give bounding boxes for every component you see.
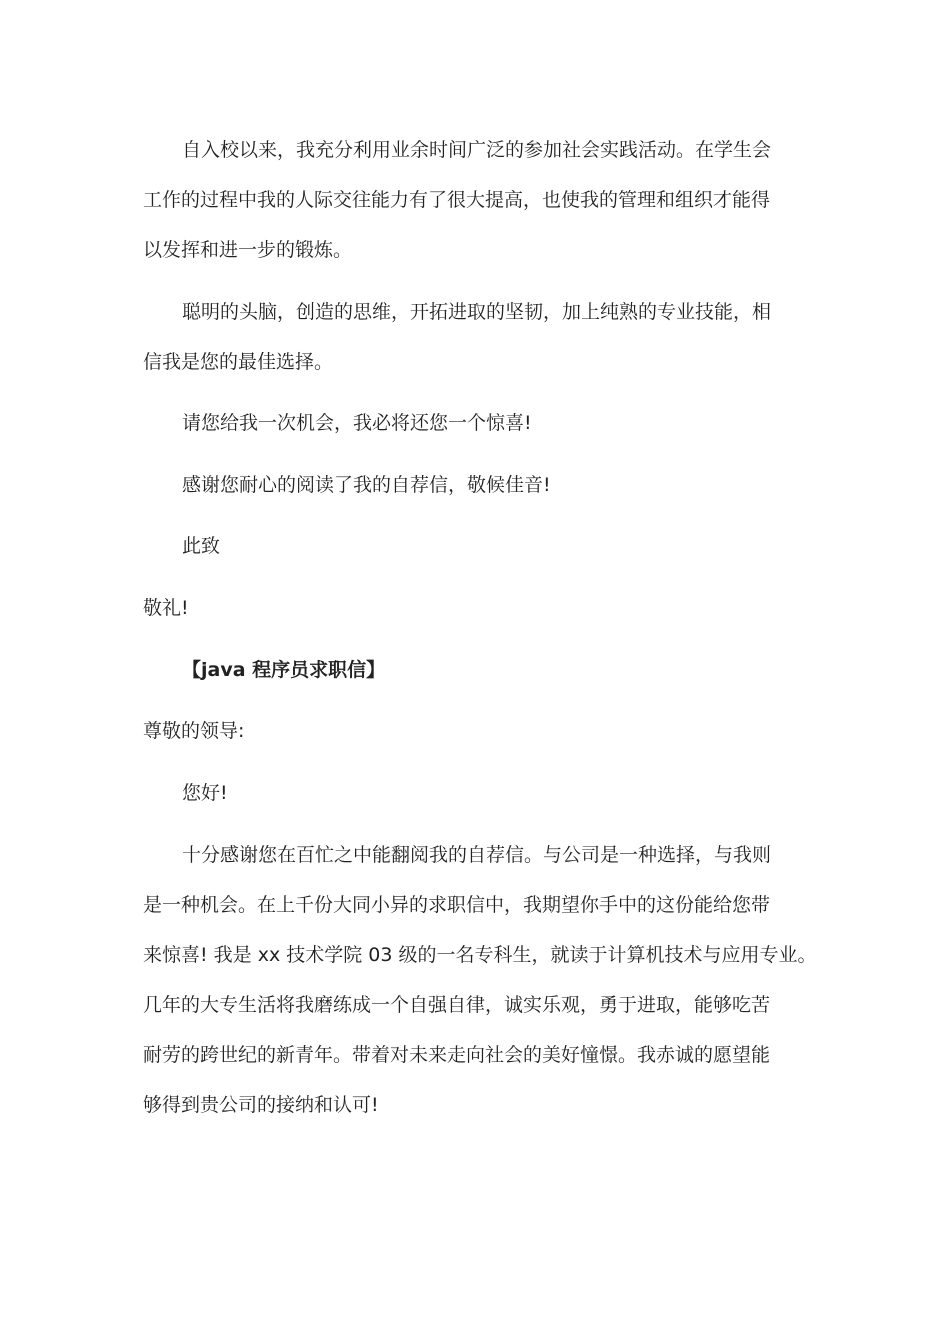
paragraph-1-line-1: 自入校以来，我充分利用业余时间广泛的参加社会实践活动。在学生会 (182, 139, 772, 161)
paragraph-5-line-5: 耐劳的跨世纪的新青年。带着对未来走向社会的美好憧憬。我赤诚的愿望能 (143, 1044, 771, 1066)
paragraph-4: 感谢您耐心的阅读了我的自荐信，敬候佳音! (182, 474, 551, 496)
greeting: 您好! (182, 782, 228, 804)
paragraph-2-line-2: 信我是您的最佳选择。 (143, 351, 334, 373)
closing-line-1: 此致 (182, 535, 221, 557)
paragraph-5-line-4: 几年的大专生活将我磨练成一个自强自律，诚实乐观，勇于进取，能够吃苦 (143, 994, 771, 1016)
paragraph-2-line-1: 聪明的头脑，创造的思维，开拓进取的坚韧，加上纯熟的专业技能，相 (182, 301, 772, 323)
section-heading: 【java 程序员求职信】 (182, 659, 386, 681)
paragraph-1-line-2: 工作的过程中我的人际交往能力有了很大提高，也使我的管理和组织才能得 (143, 189, 771, 211)
paragraph-5-line-3: 来惊喜! 我是 xx 技术学院 03 级的一名专科生，就读于计算机技术与应用专业。 (143, 944, 817, 966)
paragraph-5-line-2: 是一种机会。在上千份大同小异的求职信中，我期望你手中的这份能给您带 (143, 894, 771, 916)
paragraph-3: 请您给我一次机会，我必将还您一个惊喜! (182, 412, 532, 434)
paragraph-5-line-6: 够得到贵公司的接纳和认可! (143, 1094, 379, 1116)
paragraph-5-line-1: 十分感谢您在百忙之中能翻阅我的自荐信。与公司是一种选择，与我则 (182, 844, 772, 866)
closing-line-2: 敬礼! (143, 597, 189, 619)
paragraph-1-line-3: 以发挥和进一步的锻炼。 (143, 239, 353, 261)
salutation: 尊敬的领导: (143, 720, 245, 742)
